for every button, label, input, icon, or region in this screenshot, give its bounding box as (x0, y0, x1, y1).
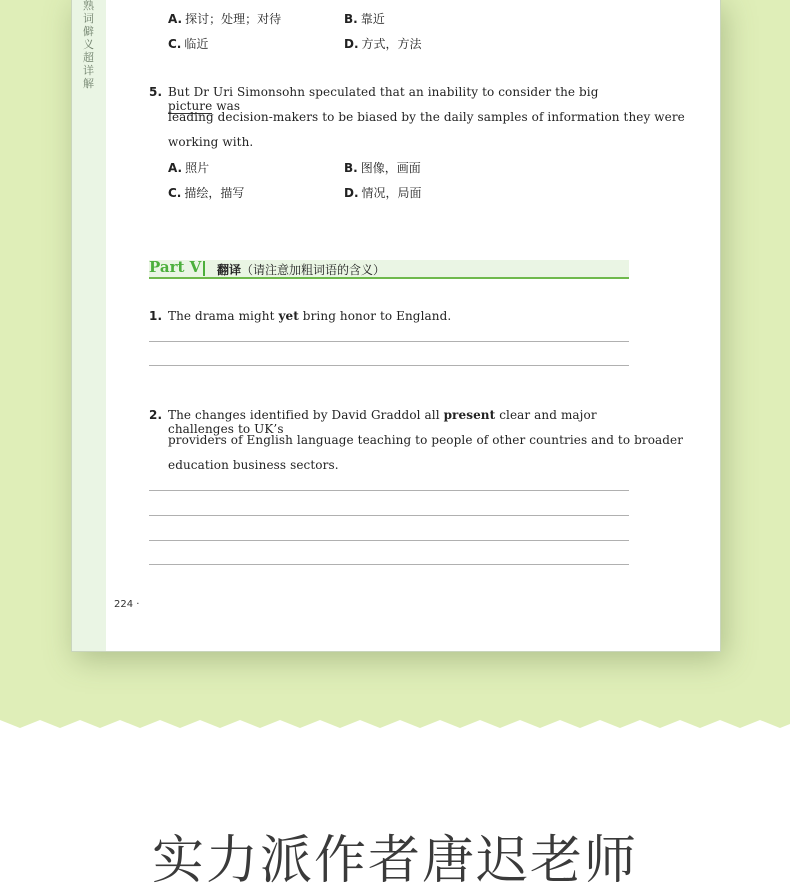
q5-option-d: D. 情况，局面 (344, 186, 422, 200)
answer-line (149, 540, 629, 541)
book-page (71, 0, 721, 652)
q5-line1: But Dr Uri Simonsohn speculated that an inability to consider the big picture was (168, 85, 599, 113)
t1-sentence: The drama might yet bring honor to England. (168, 309, 452, 323)
t2-line3: education business sectors. (168, 458, 339, 472)
page-number: 224 · (114, 599, 140, 610)
side-strip (72, 0, 106, 651)
t2-line1: The changes identified by David Graddol all present clear and major challenges to UK’s (168, 408, 597, 436)
q5-option-c: C. 描绘，描写 (168, 186, 245, 200)
q4-option-d: D. 方式，方法 (344, 37, 422, 51)
q5-number: 5. (149, 85, 163, 99)
torn-edge (0, 700, 790, 760)
side-title: 熟词僻义超详解 (83, 0, 94, 90)
answer-line (149, 341, 629, 342)
headline: 实力派作者唐迟老师 (151, 831, 638, 891)
t2-bold-word: present (443, 408, 496, 422)
part-title: 翻译（请注意加粗词语的含义） (217, 263, 386, 277)
answer-line (149, 365, 629, 366)
t1-bold-word: yet (278, 309, 299, 323)
answer-line (149, 515, 629, 516)
q4-option-b: B. 靠近 (344, 12, 385, 26)
q5-line3: working with. (168, 135, 254, 149)
q4-option-c: C. 临近 (168, 37, 209, 51)
q5-target-word: picture (168, 99, 213, 113)
t1-number: 1. (149, 309, 163, 323)
t2-number: 2. (149, 408, 163, 422)
t2-line2: providers of English language teaching to people of other countries and to broader (168, 433, 684, 447)
q5-option-a: A. 照片 (168, 161, 210, 175)
part-separator (203, 261, 205, 276)
answer-line (149, 564, 629, 565)
answer-line (149, 490, 629, 491)
q5-option-b: B. 图像，画面 (344, 161, 421, 175)
q4-option-a: A. 探讨；处理；对待 (168, 12, 282, 26)
q5-line2: leading decision-makers to be biased by the daily samples of information they were (168, 110, 685, 124)
part-label: Part V (149, 258, 202, 276)
